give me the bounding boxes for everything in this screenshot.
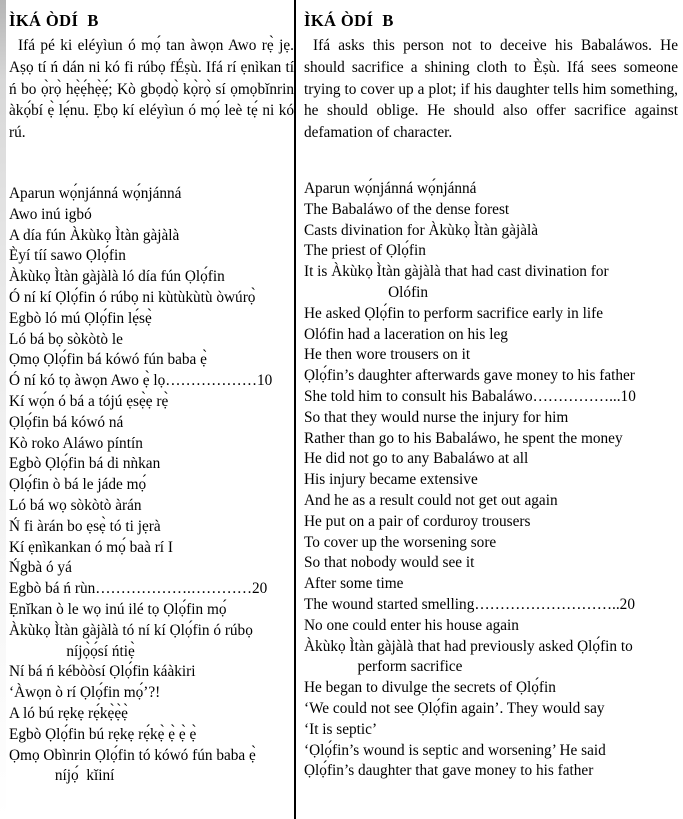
verse-line: níjọ́ kǐiní [9, 767, 115, 785]
verse-line: He began to divulge the secrets of Ọlọ́fin [304, 679, 556, 697]
verse-line: Àkùkọ Ìtàn gàjàlà tó ní kí Ọlọ́fin ó rúbọ [9, 621, 253, 639]
verse-line: Ọlọ́fin’s daughter that gave money to his father [304, 762, 594, 780]
right-column-english [304, 0, 678, 780]
verse-line: Ló bá bọ sòkòtò le [9, 330, 123, 348]
verse-line: Ńgbà ó yá [9, 559, 72, 577]
verse-line: After some time [304, 575, 404, 593]
verse-line: Àkùkọ Ìtàn gàjàlà ló día fún Ọlọ́fin [9, 268, 225, 286]
verse-line: He did not go to any Babaláwo at all [304, 450, 529, 468]
verse-line: A ló bú rẹkẹ rẹ́kẹ̀ẹ̀ẹ̀ [9, 704, 128, 722]
verse-line: ‘Àwọn ò rí Ọlọ́fin mọ́’?! [9, 684, 161, 702]
verse-line: Ọlọ́fin bá kówó ná [9, 413, 124, 431]
verse-line: Ọmọ Ọlọ́fin bá kówó fún baba ẹ̀ [9, 351, 207, 369]
verse-line: Ọmọ Obìnrin Ọlọ́fin tó kówó fún baba ẹ̀ [9, 746, 256, 764]
verse-line: Ọlọ́fin ò bá le jáde mọ́ [9, 476, 147, 494]
verse-line: Aparun wọ́njánná wọ́njánná [9, 185, 182, 202]
left-column-yoruba [9, 0, 294, 785]
verse-line: Egbò ló mú Ọlọ́fin lẹ́sẹ̀ [9, 309, 152, 327]
verse-line: Ló bá wọ sòkòtò àrán [9, 496, 142, 514]
left-intro-paragraph: Ifá pé ki eléyìun ó mọ́ tan àwọn Awo rẹ̀ jẹ. Aṣọ tí ń dán ni kó fi rúbọ fÉṣù. Ifá rí ẹnìkan tí ń bo ọ̀rọ̀ hẹ̀ẹ́hẹ̀ẹ́; Kò gbọdọ̀ kọ̀rọ̀ sí ọmọbǐnrin àkọ́bí ẹ̀ lẹ́nu. Ẹbọ kí eléyìun ó mọ́ leè tẹ́ ni kó rú. [9, 37, 294, 142]
column-divider [294, 0, 296, 819]
verse-line: His injury became extensive [304, 471, 478, 489]
verse-line: Casts divination for Àkùkọ Ìtàn gàjàlà [304, 221, 539, 239]
verse-line: To cover up the worsening sore [304, 533, 497, 551]
verse-line: perform sacrifice [304, 658, 463, 676]
verse-line: And he as a result could not get out again [304, 491, 558, 509]
verse-line: The Babaláwo of the dense forest [304, 200, 510, 218]
verse-line: Olófin [304, 283, 429, 301]
verse-line: Rather than go to his Babaláwo, he spent the money [304, 429, 623, 447]
verse-line: Kí wọ́n ó bá a tójú ẹsẹ̀ẹ rẹ̀ [9, 392, 169, 410]
verse-line: Aparun wọ́njánná wọ́njánná [304, 180, 477, 197]
verse-line: ‘It is septic’ [304, 720, 378, 738]
verse-line: ‘Ọlọ́fin’s wound is septic and worsening’ He said [304, 741, 606, 759]
verse-line: Egbò Ọlọ́fin bá di nǹkan [9, 455, 161, 473]
verse-line: The priest of Ọlọ́fin [304, 242, 426, 260]
verse-line: Olófin had a laceration on his leg [304, 325, 508, 343]
verse-line: Ọlọ́fin’s daughter afterwards gave money to his father [304, 367, 635, 385]
verse-line: So that nobody would see it [304, 554, 475, 572]
right-verse-block [304, 179, 678, 782]
verse-line: So that they would nurse the injury for him [304, 408, 569, 426]
verse-line: Egbò Ọlọ́fin bú rẹkẹ rẹ́kẹ̀ ẹ̀ ẹ̀ ẹ̀ [9, 725, 197, 743]
verse-line: Èyí tíí sawo Ọlọ́fin [9, 247, 126, 265]
left-verse-block [9, 184, 294, 787]
scan-edge-artifact [0, 0, 6, 819]
verse-line: Kí ẹnìkankan ó mọ́ baà rí I [9, 538, 173, 556]
verse-line: níjọ̀ọ́sí ńtiẹ̀ [9, 642, 135, 660]
verse-line: A día fún Àkùkọ Ìtàn gàjàlà [9, 226, 180, 244]
right-section-title: ÌKÁ ÒDÍ B [304, 11, 394, 30]
left-section-title: ÌKÁ ÒDÍ B [9, 11, 99, 30]
verse-line: Ó ní kí Ọlọ́fin ó rúbọ ni kùtùkùtù òwúrọ̀ [9, 288, 256, 306]
verse-line: He asked Ọlọ́fin to perform sacrifice early in life [304, 304, 604, 322]
right-intro-paragraph: Ifá asks this person not to deceive his Babaláwos. He should sacrifice a shining cloth to Èṣù. Ifá sees someone trying to cover up a plot; if his daughter tells him something, he should oblige. He should also offer sacrifice against defamation of character. [304, 37, 678, 142]
verse-line: Ẹnǐkan ò le wọ inú ilé tọ Ọlọ́fin mọ́ [9, 600, 227, 618]
verse-line: Ń fi àrán bo ẹsẹ̀ tó ti jẹrà [9, 517, 161, 535]
verse-line: ‘We could not see Ọlọ́fin again’. They would say [304, 699, 605, 717]
verse-line: Egbò bá ń rùn……………….…………20 [9, 580, 268, 598]
verse-line: The wound started smelling………………………..20 [304, 595, 635, 613]
verse-line: Kò roko Aláwo píntín [9, 434, 143, 452]
verse-line: He put on a pair of corduroy trousers [304, 512, 531, 530]
verse-line: Ní bá ń kébòòsí Ọlọ́fin káàkiri [9, 663, 196, 681]
verse-line: No one could enter his house again [304, 616, 519, 634]
verse-line: Ó ní kó tọ àwọn Awo ẹ̀ lọ………………10 [9, 372, 273, 390]
verse-line: She told him to consult his Babaláwo……………...10 [304, 387, 636, 405]
verse-line: Awo inú igbó [9, 205, 92, 223]
verse-line: Àkùkọ Ìtàn gàjàlà that had previously asked Ọlọ́fin to [304, 637, 633, 655]
verse-line: He then wore trousers on it [304, 346, 471, 364]
verse-line: It is Àkùkọ Ìtàn gàjàlà that had cast divination for [304, 263, 609, 281]
